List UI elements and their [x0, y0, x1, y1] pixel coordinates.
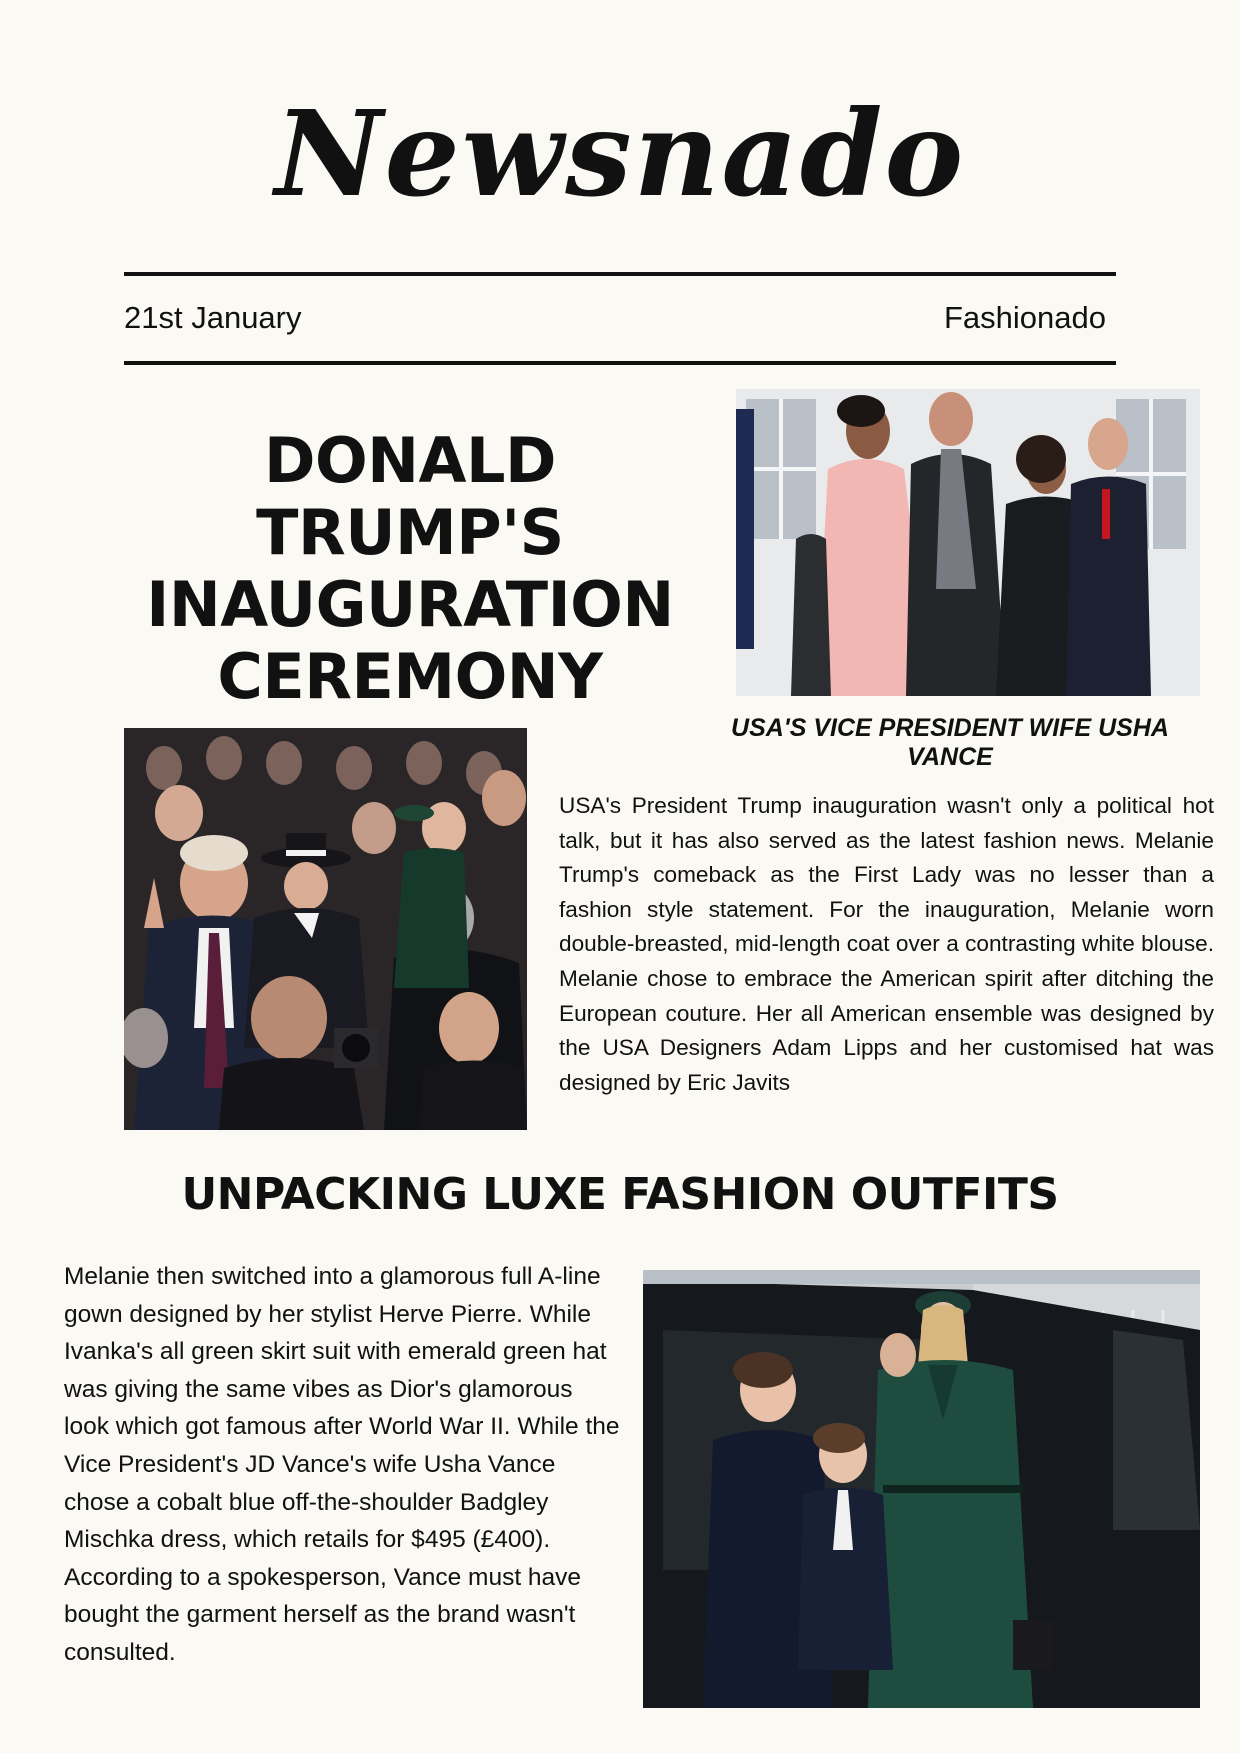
section-heading: UNPACKING LUXE FASHION OUTFITS [181, 1169, 1059, 1220]
photo-caption: USA'S VICE PRESIDENT WIFE USHA VANCE [731, 714, 1169, 771]
headline-line-3: CEREMONY [217, 640, 603, 713]
headline-line-2: INAUGURATION [146, 568, 674, 641]
ivanka-green-suit-photo [643, 1270, 1200, 1708]
masthead-top-rule [124, 272, 1116, 276]
masthead-bottom-rule [124, 361, 1116, 365]
main-headline [110, 425, 710, 713]
article-body: USA's President Trump inauguration wasn't only a political hot talk, but it has also served as the latest fashion news. Melanie Trump's comeback as the First Lady was no lesser than a fashion style statement. For the inauguration, Melanie worn double-breasted, mid-length coat over a contrasting white blouse. Melanie chose to embrace the American spirit after ditching the European couture. Her all American ensemble was designed by the USA Designers Adam Lipps and her customised hat was designed by Eric Javits [559, 793, 1214, 1095]
dateline-section: Fashionado [943, 300, 1106, 335]
dateline-date: 21st January [124, 300, 302, 335]
masthead-title: Newsnado [274, 84, 966, 223]
headline-line-1: DONALD TRUMP'S [256, 424, 564, 569]
vice-president-group-photo [736, 389, 1200, 696]
section-body: Melanie then switched into a glamorous full A-line gown designed by her stylist Herve Pierre. While Ivanka's all green skirt suit with emerald green hat was giving the same vibes as Dior's glamorous look which got famous after World War II. While the Vice President's JD Vance's wife Usha Vance chose a cobalt blue off-the-shoulder Badgley Mischka dress, which retails for $495 (£400). According to a spokesperson, Vance must have bought the garment herself as the brand wasn't consulted. [64, 1263, 620, 1666]
inauguration-oath-photo [124, 728, 527, 1130]
